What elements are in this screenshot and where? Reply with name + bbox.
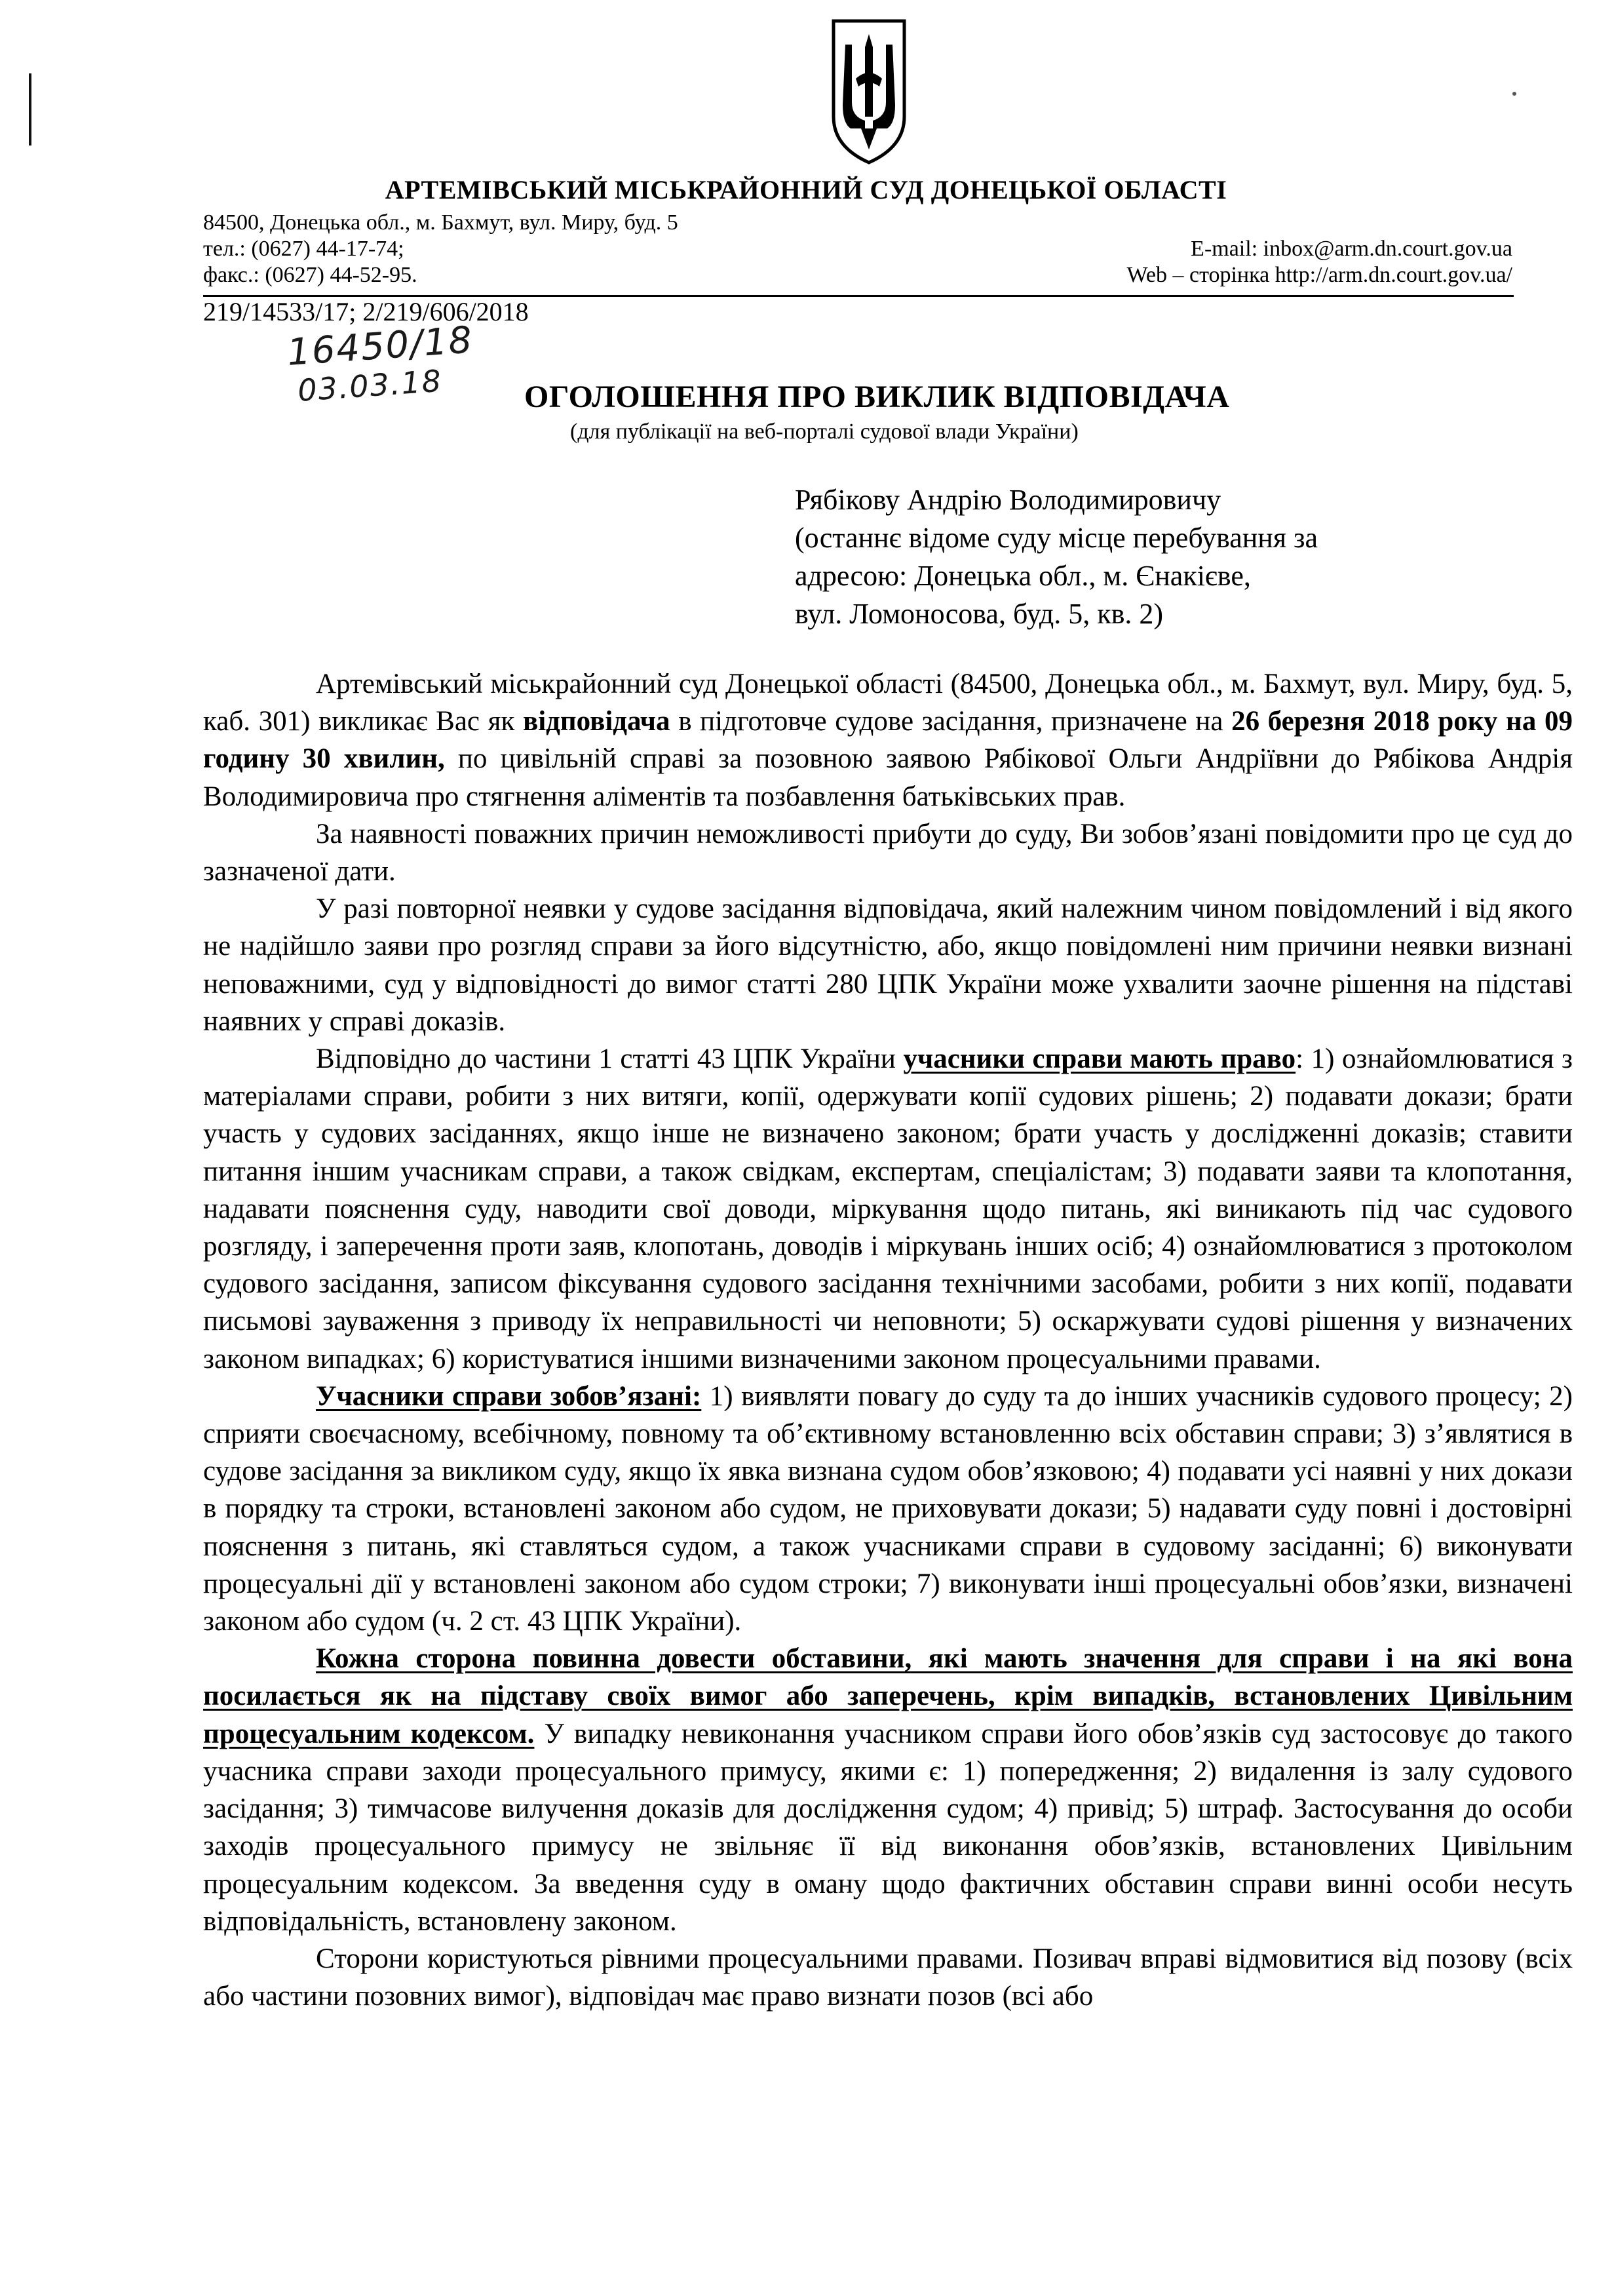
court-fax: факс.: (0627) 44-52-95. [203, 263, 417, 287]
text-run: 1) виявляти повагу до суду та до інших учасників судового процесу; 2) сприяти своєчасному, всебічному, повному та об’єктивному встановленню всіх обставин справи; 3) з’являтися в судове засідання за викликом суду, якщо їх явка визнана судом обов’язковою; 4) подавати усі наявні у них докази в порядку та строки, встановлені законом або судом, не приховувати докази; 5) надавати суду повні і достовірні пояснення з питань, які ставляться судом, а також учасниками справи в судовому засіданні; 6) виконувати процесуальні дії у встановлені законом або судом строки; 7) виконувати інші процесуальні обов’язки, визначені законом або судом (ч. 2 ст. 43 ЦПК України). [203, 1380, 1573, 1637]
case-numbers: 219/14533/17; 2/219/606/2018 [203, 297, 529, 326]
addressee-block [795, 481, 1318, 633]
text-run-bold: відповідача [522, 706, 670, 737]
header-contacts-right [1127, 236, 1512, 288]
court-name: АРТЕМІВСЬКИЙ МІСЬКРАЙОННИЙ СУД ДОНЕЦЬКОЇ ОБЛАСТІ [385, 175, 1227, 204]
paragraph-burden-of-proof [203, 1640, 1573, 1940]
text-run: в підготовче судове засідання, призначене на [670, 706, 1232, 737]
court-email: E-mail: inbox@arm.dn.court.gov.ua [1191, 237, 1512, 261]
paragraph-duties [203, 1378, 1573, 1640]
paragraph-equal-rights: Сторони користуються рівними процесуальними правами. Позивач вправі відмовитися від позову (всіх або частини позовних вимог), відповідач має право визнати позов (всі або [203, 1943, 1573, 2012]
trident-emblem-icon [828, 18, 910, 165]
document-body [203, 665, 1573, 2015]
addressee-line: адресою: Донецька обл., м. Єнакієве, [795, 560, 1251, 592]
margin-mark [29, 73, 31, 146]
paragraph-default-judgment: У разі повторної неявки у судове засідання відповідача, який належним чином повідомлений і від якого не надійшло заяви про розгляд справи за його відсутністю, або, якщо повідомлені ним причини неявки визнані неповажними, суд у відповідності до вимог статті 280 ЦПК України може ухвалити заочне рішення на підставі наявних у справі доказів. [203, 893, 1573, 1037]
paragraph-rights [203, 1040, 1573, 1378]
header-contacts-left [203, 210, 678, 288]
text-run: У випадку невиконання учасником справи його обов’язків суд застосовує до такого учасника справи заходи процесуального примусу, якими є: 1) попередження; 2) видалення із залу судового засідання; 3) тимчасове вилучення доказів для дослідження судом; 4) привід; 5) штраф. Застосування до особи заходів процесуального примусу не звільняє її від виконання обов’язків, встановлених Цивільним процесуальним кодексом. За введення суду в оману щодо фактичних обставин справи винні особи несуть відповідальність, встановлену законом. [203, 1718, 1573, 1937]
paragraph-notify: За наявності поважних причин неможливості прибути до суду, Ви зобов’язані повідомити про це суд до зазначеної дати. [203, 818, 1573, 887]
addressee-line: вул. Ломоносова, буд. 5, кв. 2) [795, 598, 1164, 630]
hearing-datetime: 26 березня 2018 року на 09 годину 30 хвилин, [203, 706, 1573, 775]
text-run: Артемівський міськрайонний суд Донецької області (84500, Донецька обл., м. Бахмут, вул. Миру, буд. 5, каб. 301) викликає Вас як [203, 669, 1573, 737]
registration-date: 03.03.18 [296, 362, 444, 408]
document-title: ОГОЛОШЕННЯ ПРО ВИКЛИК ВІДПОВІДАЧА [524, 379, 1230, 414]
text-run: : 1) ознайомлюватися з матеріалами справи, робити з них витяги, копії, одержувати копії судових рішень; 2) подавати докази; брати участь у судових засіданнях, якщо інше не визначено законом; брати участь у дослідженні доказів; ставити питання іншим учасникам справи, а також свідкам, експертам, спеціалістам; 3) подавати заяви та клопотання, надавати пояснення суду, наводити свої доводи, міркування щодо питань, які виникають під час судового розгляду, і заперечення проти заяв, клопотань, доводів і міркувань інших осіб; 4) ознайомлюватися з протоколом судового засідання, записом фіксування судового засідання технічними засобами, робити з них копії, подавати письмові зауваження з приводу їх неправильності чи неповноти; 5) оскаржувати судові рішення у визначених законом випадках; 6) користуватися іншими визначеними законом процесуальними правами. [203, 1043, 1573, 1374]
text-run: Відповідно до частини 1 статті 43 ЦПК України [316, 1043, 904, 1075]
registration-number: 16450/18 [286, 319, 475, 374]
registration-stamp [286, 321, 477, 410]
court-address: 84500, Донецька обл., м. Бахмут, вул. Миру, буд. 5 [203, 210, 678, 235]
addressee-name: Рябікову Андрію Володимировичу [795, 484, 1221, 516]
scan-dot [1512, 92, 1516, 96]
text-run: по цивільній справі за позовною заявою Рябікової Ольги Андріївни до Рябікова Андрія Володимировича про стягнення аліментів та позбавлення батьківських прав. [203, 743, 1573, 812]
document-subtitle: (для публікації на веб-порталі судової влади України) [570, 419, 1079, 444]
addressee-line: (останнє відоме суду місце перебування за [795, 522, 1318, 554]
text-run-bold-underlined: Учасники справи зобов’язані: [316, 1380, 702, 1412]
text-run-bold-underlined: Кожна сторона повинна довести обставини, які мають значення для справи і на які вона посилається як на підставу своїх вимог або заперечень, крім випадків, встановлених Цивільним процесуальним кодексом. [203, 1643, 1573, 1749]
court-phone: тел.: (0627) 44-17-74; [203, 237, 404, 261]
court-web: Web – сторінка http://arm.dn.court.gov.ua/ [1126, 263, 1512, 287]
text-run-bold-underlined: учасники справи мають право [903, 1043, 1296, 1075]
paragraph-summons [203, 665, 1573, 815]
